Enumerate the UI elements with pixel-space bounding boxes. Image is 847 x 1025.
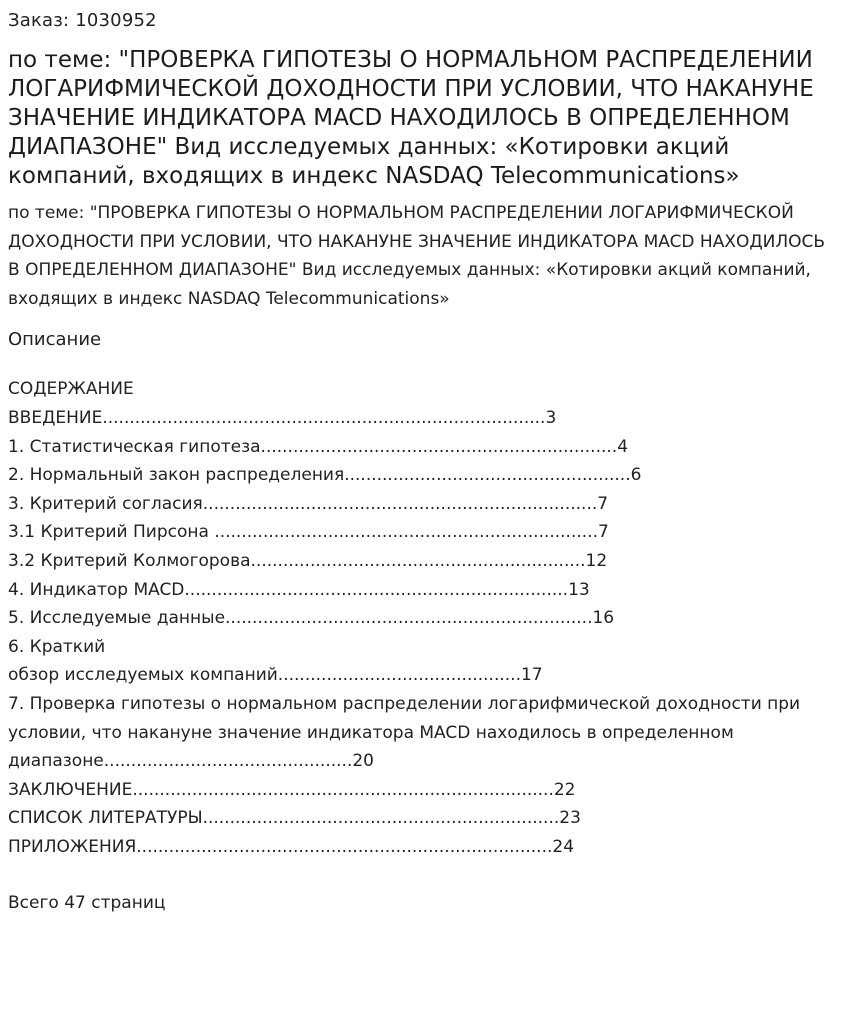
toc-item: 3. Критерий согласия.........................................................................7 [8,493,609,514]
toc-heading: СОДЕРЖАНИЕ [8,379,134,400]
toc-item: 1. Статистическая гипотеза..................................................................4 [8,436,629,457]
toc-item: 7. Проверка гипотезы о нормальном распределении логарифмической доходности при условии, что накануне значение индикатора MACD находилось в определенном диапазоне..............................................20 [8,693,806,772]
toc-item: ПРИЛОЖЕНИЯ.............................................................................24 [8,836,575,857]
toc-item: ЗАКЛЮЧЕНИЕ..............................................................................22 [8,779,576,800]
toc-item: 4. Индикатор MACD.......................................................................13 [8,579,590,600]
description-label: Описание [8,329,102,351]
toc-item: 3.1 Критерий Пирсона .......................................................................7 [8,522,609,543]
toc-item: 6. Краткий [8,636,106,657]
table-of-contents [8,375,839,861]
document-subtitle: по теме: "ПРОВЕРКА ГИПОТЕЗЫ О НОРМАЛЬНОМ РАСПРЕДЕЛЕНИИ ЛОГАРИФМИЧЕСКОЙ ДОХОДНОСТИ ПРИ УСЛОВИИ, ЧТО НАКАНУНЕ ЗНАЧЕНИЕ ИНДИКАТОРА MACD НАХОДИЛОСЬ В ОПРЕДЕЛЕННОМ ДИАПАЗОНЕ" Вид исследуемых данных: «Котировки акций компаний, входящих в индекс NASDAQ Telecommunications» [8,203,826,309]
toc-item: СПИСОК ЛИТЕРАТУРЫ..................................................................23 [8,808,581,829]
toc-item: 5. Исследуемые данные....................................................................16 [8,608,615,629]
total-pages: Всего 47 страниц [8,893,166,914]
toc-item: ВВЕДЕНИЕ..................................................................................3 [8,407,557,428]
toc-item: 2. Нормальный закон распределения.....................................................6 [8,465,642,486]
toc-item: 3.2 Критерий Колмогорова..............................................................12 [8,550,608,571]
document-title: по теме: "ПРОВЕРКА ГИПОТЕЗЫ О НОРМАЛЬНОМ РАСПРЕДЕЛЕНИИ ЛОГАРИФМИЧЕСКОЙ ДОХОДНОСТИ ПРИ УСЛОВИИ, ЧТО НАКАНУНЕ ЗНАЧЕНИЕ ИНДИКАТОРА MACD НАХОДИЛОСЬ В ОПРЕДЕЛЕННОМ ДИАПАЗОНЕ" Вид исследуемых данных: «Котировки акций компаний, входящих в индекс NASDAQ Telecommunications» [8,47,814,189]
order-number: Заказ: 1030952 [8,10,157,31]
toc-item: обзор исследуемых компаний.............................................17 [8,665,543,686]
